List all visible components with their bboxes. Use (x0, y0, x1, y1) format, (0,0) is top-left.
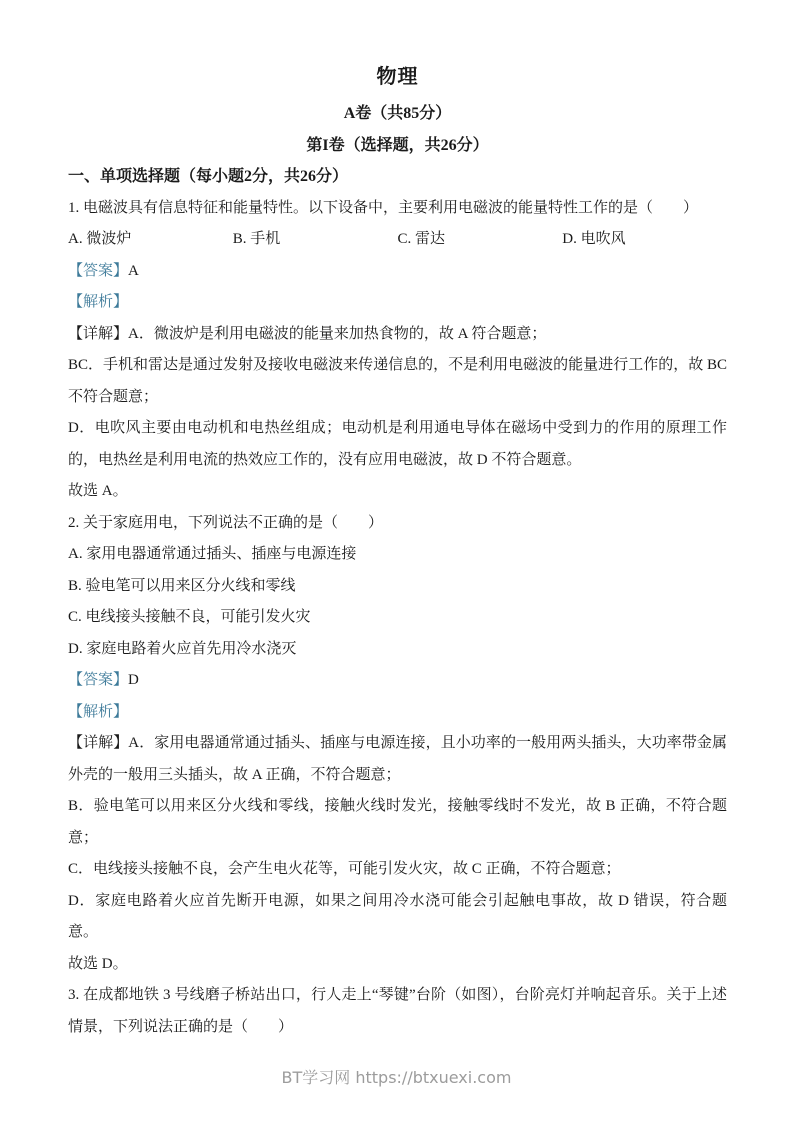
answer-line (68, 256, 727, 288)
footer-watermark: BT学习网 https://btxuexi.com (281, 1068, 512, 1087)
options-list (68, 539, 727, 665)
page-title: 物理 (376, 66, 419, 88)
option-b: B. 验电笔可以用来区分火线和零线 (68, 577, 296, 594)
question-block-1 (68, 193, 727, 508)
question-stem: 1. 电磁波具有信息特征和能量特性。以下设备中，主要利用电磁波的能量特性工作的是（ ） (68, 199, 699, 216)
analysis-line (68, 287, 727, 319)
answer-label: 【答案】 (68, 672, 129, 688)
answer-value: A (128, 262, 139, 279)
answer-label: 【答案】 (68, 262, 129, 279)
detail-text: A．微波炉是利用电磁波的能量来加热食物的，故 A 符合题意； (128, 325, 547, 342)
question-block-2 (68, 508, 727, 981)
option-c: C. 雷达 (397, 231, 446, 247)
option-b: B. 手机 (232, 231, 281, 247)
answer-line (68, 665, 727, 697)
analysis-label: 【解析】 (68, 294, 129, 310)
part-heading: 第I卷（选择题，共26分） (306, 136, 489, 154)
detail-label: 【详解】 (68, 735, 129, 751)
question-stem: 3. 在成都地铁 3 号线磨子桥站出口，行人走上“琴键”台阶（如图），台阶亮灯并响起音乐。关于上述情景，下列说法正确的是（ ） (68, 987, 727, 1035)
detail-paragraph: C．电线接头接触不良，会产生电火花等，可能引发火灾，故 C 正确，不符合题意； (68, 861, 621, 877)
detail-paragraph (68, 319, 727, 351)
volume-heading: A卷（共85分） (343, 105, 452, 122)
analysis-label: 【解析】 (68, 703, 129, 720)
options-row (68, 224, 727, 256)
option-d: D. 电吹风 (562, 231, 626, 247)
detail-paragraph: D．家庭电路着火应首先断开电源，如果之间用冷水浇可能会引起触电事故，故 D 错误，符合题意。 (68, 892, 727, 940)
detail-label: 【详解】 (68, 325, 129, 342)
question-block-3 (68, 980, 727, 1043)
detail-conclusion: 故选 D。 (68, 955, 128, 972)
section-heading: 一、单项选择题（每小题2分，共26分） (68, 168, 349, 185)
detail-paragraph: B．验电笔可以用来区分火线和零线，接触火线时发光，接触零线时不发光，故 B 正确，不符合题意； (68, 798, 727, 846)
answer-value: D (128, 672, 139, 688)
option-a: A. 家用电器通常通过插头、插座与电源连接 (68, 546, 357, 562)
detail-paragraph: BC．手机和雷达是通过发射及接收电磁波来传递信息的，不是利用电磁波的能量进行工作的，故 BC 不符合题意； (68, 357, 727, 405)
detail-paragraph: D．电吹风主要由电动机和电热丝组成；电动机是利用通电导体在磁场中受到力的作用的原理工作的，电热丝是利用电流的热效应工作的，没有应用电磁波，故 D 不符合题意。 (68, 420, 727, 468)
option-d: D. 家庭电路着火应首先用冷水浇灭 (68, 640, 297, 657)
option-a: A. 微波炉 (68, 231, 132, 247)
question-stem: 2. 关于家庭用电，下列说法不正确的是（ ） (68, 514, 384, 531)
detail-conclusion: 故选 A。 (68, 483, 128, 499)
detail-paragraph (68, 728, 727, 791)
detail-text: A．家用电器通常通过插头、插座与电源连接，且小功率的一般用两头插头，大功率带金属外壳的一般用三头插头，故 A 正确，不符合题意； (68, 735, 727, 783)
analysis-line (68, 697, 727, 729)
option-c: C. 电线接头接触不良，可能引发火灾 (68, 609, 311, 625)
